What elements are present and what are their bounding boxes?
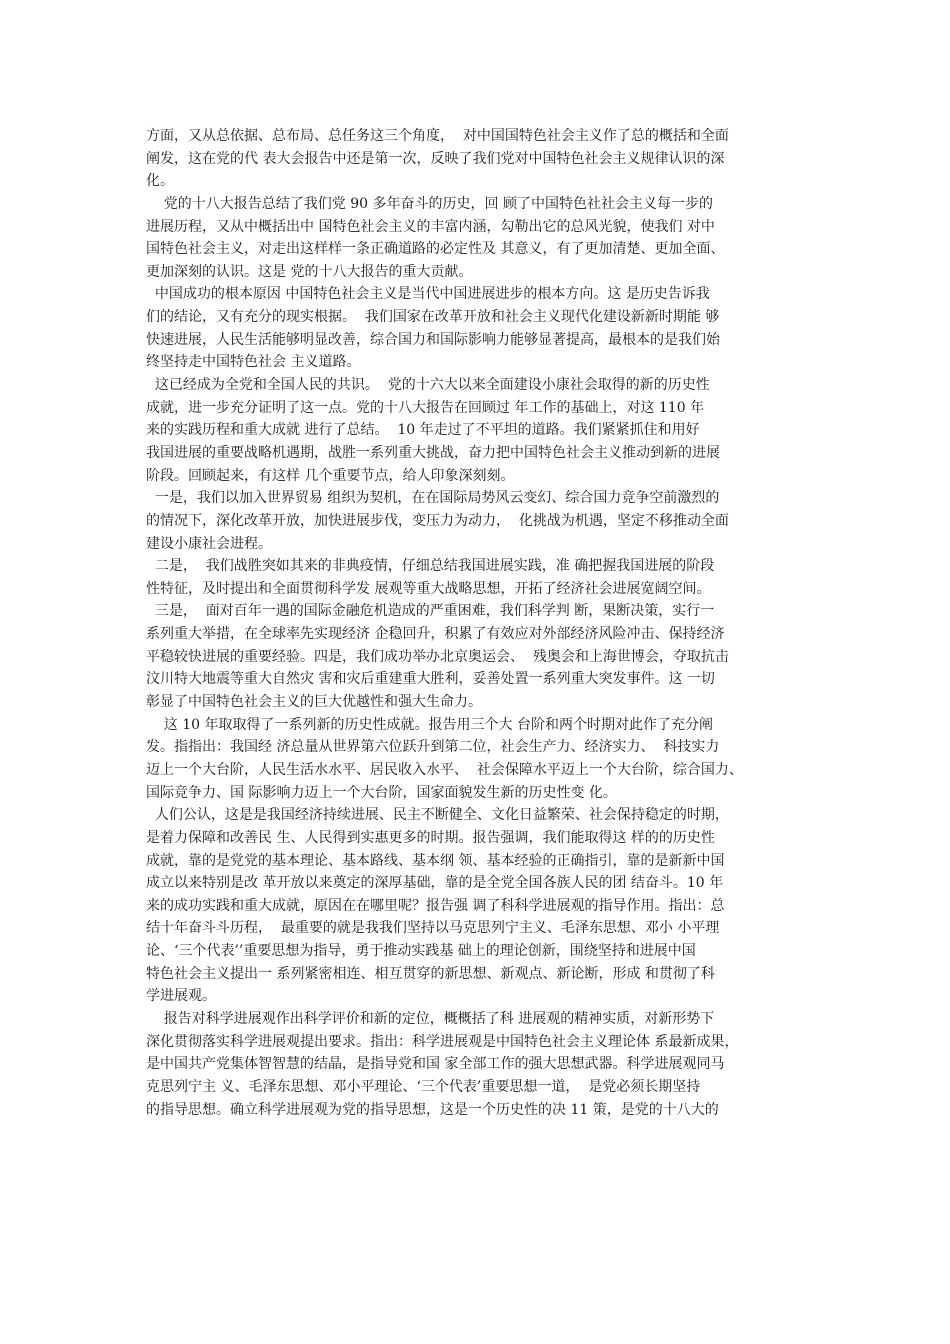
text-line: 党的十八大报告总结了我们党 90 多年奋斗的历史，回 顾了中国特色社社会主义每一步的	[146, 195, 713, 212]
text-line: 更加深刻的认识。这是 党的十八大报告的重大贡献。	[146, 263, 473, 280]
text-line: 系列重大举措，在全球率先实现经济 企稳回升，积累了有效应对外部经济风险冲击、保持经济	[146, 626, 725, 643]
text-line: 特色社会主义提出一 系列紧密相连、相互贯穿的新思想、新观点、新论断，形成 和贯彻了科	[146, 965, 715, 982]
text-line: 这 10 年取取得了一系列新的历史性成就。报告用三个大 台阶和两个时期对此作了充分阐	[146, 716, 713, 733]
text-line: 三是， 面对百年一遇的国际金融危机造成的严重困难，我们科学判 断，果断决策，实行一	[146, 603, 715, 620]
text-line: 成立以来特别是改 革开放以来奠定的深厚基础，靠的是全党全国各族人民的团 结奋斗。10 年	[146, 875, 724, 892]
text-line: 人们公认，这是是我国经济持续进展、民主不断健全、文化日益繁荣、社会保持稳定的时期，	[146, 807, 729, 824]
text-line: 迈上一个大台阶，人民生活水水平、居民收入水平、 社会保障水平迈上一个大台阶，综合国力、	[146, 761, 743, 778]
text-line: 深化贯彻落实科学进展观提出要求。指出：科学进展观是中国特色社会主义理论体 系最新成果，	[146, 1033, 739, 1050]
text-line: 发。指指出：我国经 济总量从世界第六位跃升到第二位，社会生产力、经济实力、 科技实力	[146, 739, 720, 756]
text-line: 来的成功实践和重大成就，原因在在哪里呢？报告强 调了科科学进展观的指导作用。指出：总	[146, 897, 725, 914]
text-line: 国际竞争力、国 际影响力迈上一个大台阶，国家面貌发生新的历史性变 化。	[146, 784, 617, 801]
text-line: 报告对科学进展观作出科学评价和新的定位，概概括了科 进展观的精神实质，对新形势下	[146, 1010, 715, 1027]
text-line: 汶川特大地震等重大自然灾 害和灾后重建重大胜利，妥善处置一系列重大突发事件。这 一切	[146, 671, 715, 688]
text-line: 建设小康社会进程。	[146, 535, 272, 552]
text-line: 终坚持走中国特色社会 主义道路。	[146, 354, 361, 371]
text-line: 是中国共产党集体智智慧的结晶，是指导党和国 家全部工作的强大思想武器。科学进展观同马	[146, 1056, 725, 1073]
text-line: 我国进展的重要战略机遇期，战胜一系列重大挑战，奋力把中国特色社会主义推动到新的进展	[146, 444, 720, 461]
text-line: 成就，靠的是党党的基本理论、基本路线、基本纲 领、基本经验的正确指引，靠的是新新中国	[146, 852, 725, 869]
text-line: 化。	[146, 173, 174, 190]
text-line: 二是， 我们战胜突如其来的非典疫情，仔细总结我国进展实践，准 确把握我国进展的阶段	[146, 558, 715, 575]
text-line: 结十年奋斗斗历程， 最重要的就是我我们坚持以马克思列宁主义、毛泽东思想、邓小 小平理	[146, 920, 720, 937]
text-line: 学进展观。	[146, 988, 216, 1005]
document-body	[146, 125, 810, 1121]
text-line: 进展历程，又从中概括出中 国特色社会主义的丰富内涵，勾勒出它的总风光貌，使我们 对中	[146, 218, 715, 235]
text-line: 阶段。回顾起来，有这样 几个重要节点，给人印象深刻刻。	[146, 467, 515, 484]
text-line: 是着力保障和改善民 生、人民得到实惠更多的时期。报告强调，我们能取得这 样的的历史性	[146, 829, 715, 846]
text-line: 的指导思想。确立科学进展观为党的指导思想，这是一个历史性的决 11 策，是党的十八大的	[146, 1101, 719, 1118]
text-line: 平稳较快进展的重要经验。四是，我们成功举办北京奥运会、 残奥会和上海世博会，夺取抗击	[146, 648, 729, 665]
text-line: 成就，进一步充分证明了这一点。党的十八大报告在回顾过 年工作的基础上，对这 110 年	[146, 399, 705, 416]
text-line: 一是，我们以加入世界贸易 组织为契机，在在国际局势风云变幻、综合国力竞争空前激烈的	[146, 490, 720, 507]
text-line: 来的实践历程和重大成就 进行了总结。 10 年走过了不平坦的道路。我们紧紧抓住和用好	[146, 422, 700, 439]
text-line: 论、‘三个代表’’重要思想为指导，勇于推动实践基 础上的理论创新，围绕坚持和进展中国	[146, 943, 696, 960]
text-line: 性特征，及时提出和全面贯彻科学发 展观等重大战略思想，开拓了经济社会进展宽阔空间。	[146, 580, 711, 597]
text-line: 克思列宁主 义、毛泽东思想、邓小平理论、‘三个代表’重要思想一道， 是党必须长期坚持	[146, 1078, 701, 1095]
text-line: 阐发，这在党的代 表大会报告中还是第一次，反映了我们党对中国特色社会主义规律认识的深	[146, 150, 725, 167]
text-line: 快速进展，人民生活能够明显改善，综合国力和国际影响力能够显著提高，最根本的是我们始	[146, 331, 720, 348]
text-line: 这已经成为全党和全国人民的共识。 党的十六大以来全面建设小康社会取得的新的历史性	[146, 377, 710, 394]
text-line: 彰显了中国特色社会主义的巨大优越性和强大生命力。	[146, 694, 482, 711]
text-line: 们的结论，又有充分的现实根据。 我们国家在改革开放和社会主义现代化建设新新时期能 够	[146, 309, 720, 326]
text-line: 的情况下，深化改革开放，加快进展步伐，变压力为动力， 化挑战为机遇，坚定不移推动全面	[146, 512, 729, 529]
text-line: 中国成功的根本原因 中国特色社会主义是当代中国进展进步的根本方向。这 是历史告诉我	[146, 286, 710, 303]
text-line: 国特色社会主义，对走出这样样一条正确道路的必定性及 其意义，有了更加清楚、更加全面、	[146, 241, 725, 258]
text-line: 方面，又从总依据、总布局、总任务这三个角度， 对中国国特色社会主义作了总的概括和全面	[146, 128, 729, 144]
